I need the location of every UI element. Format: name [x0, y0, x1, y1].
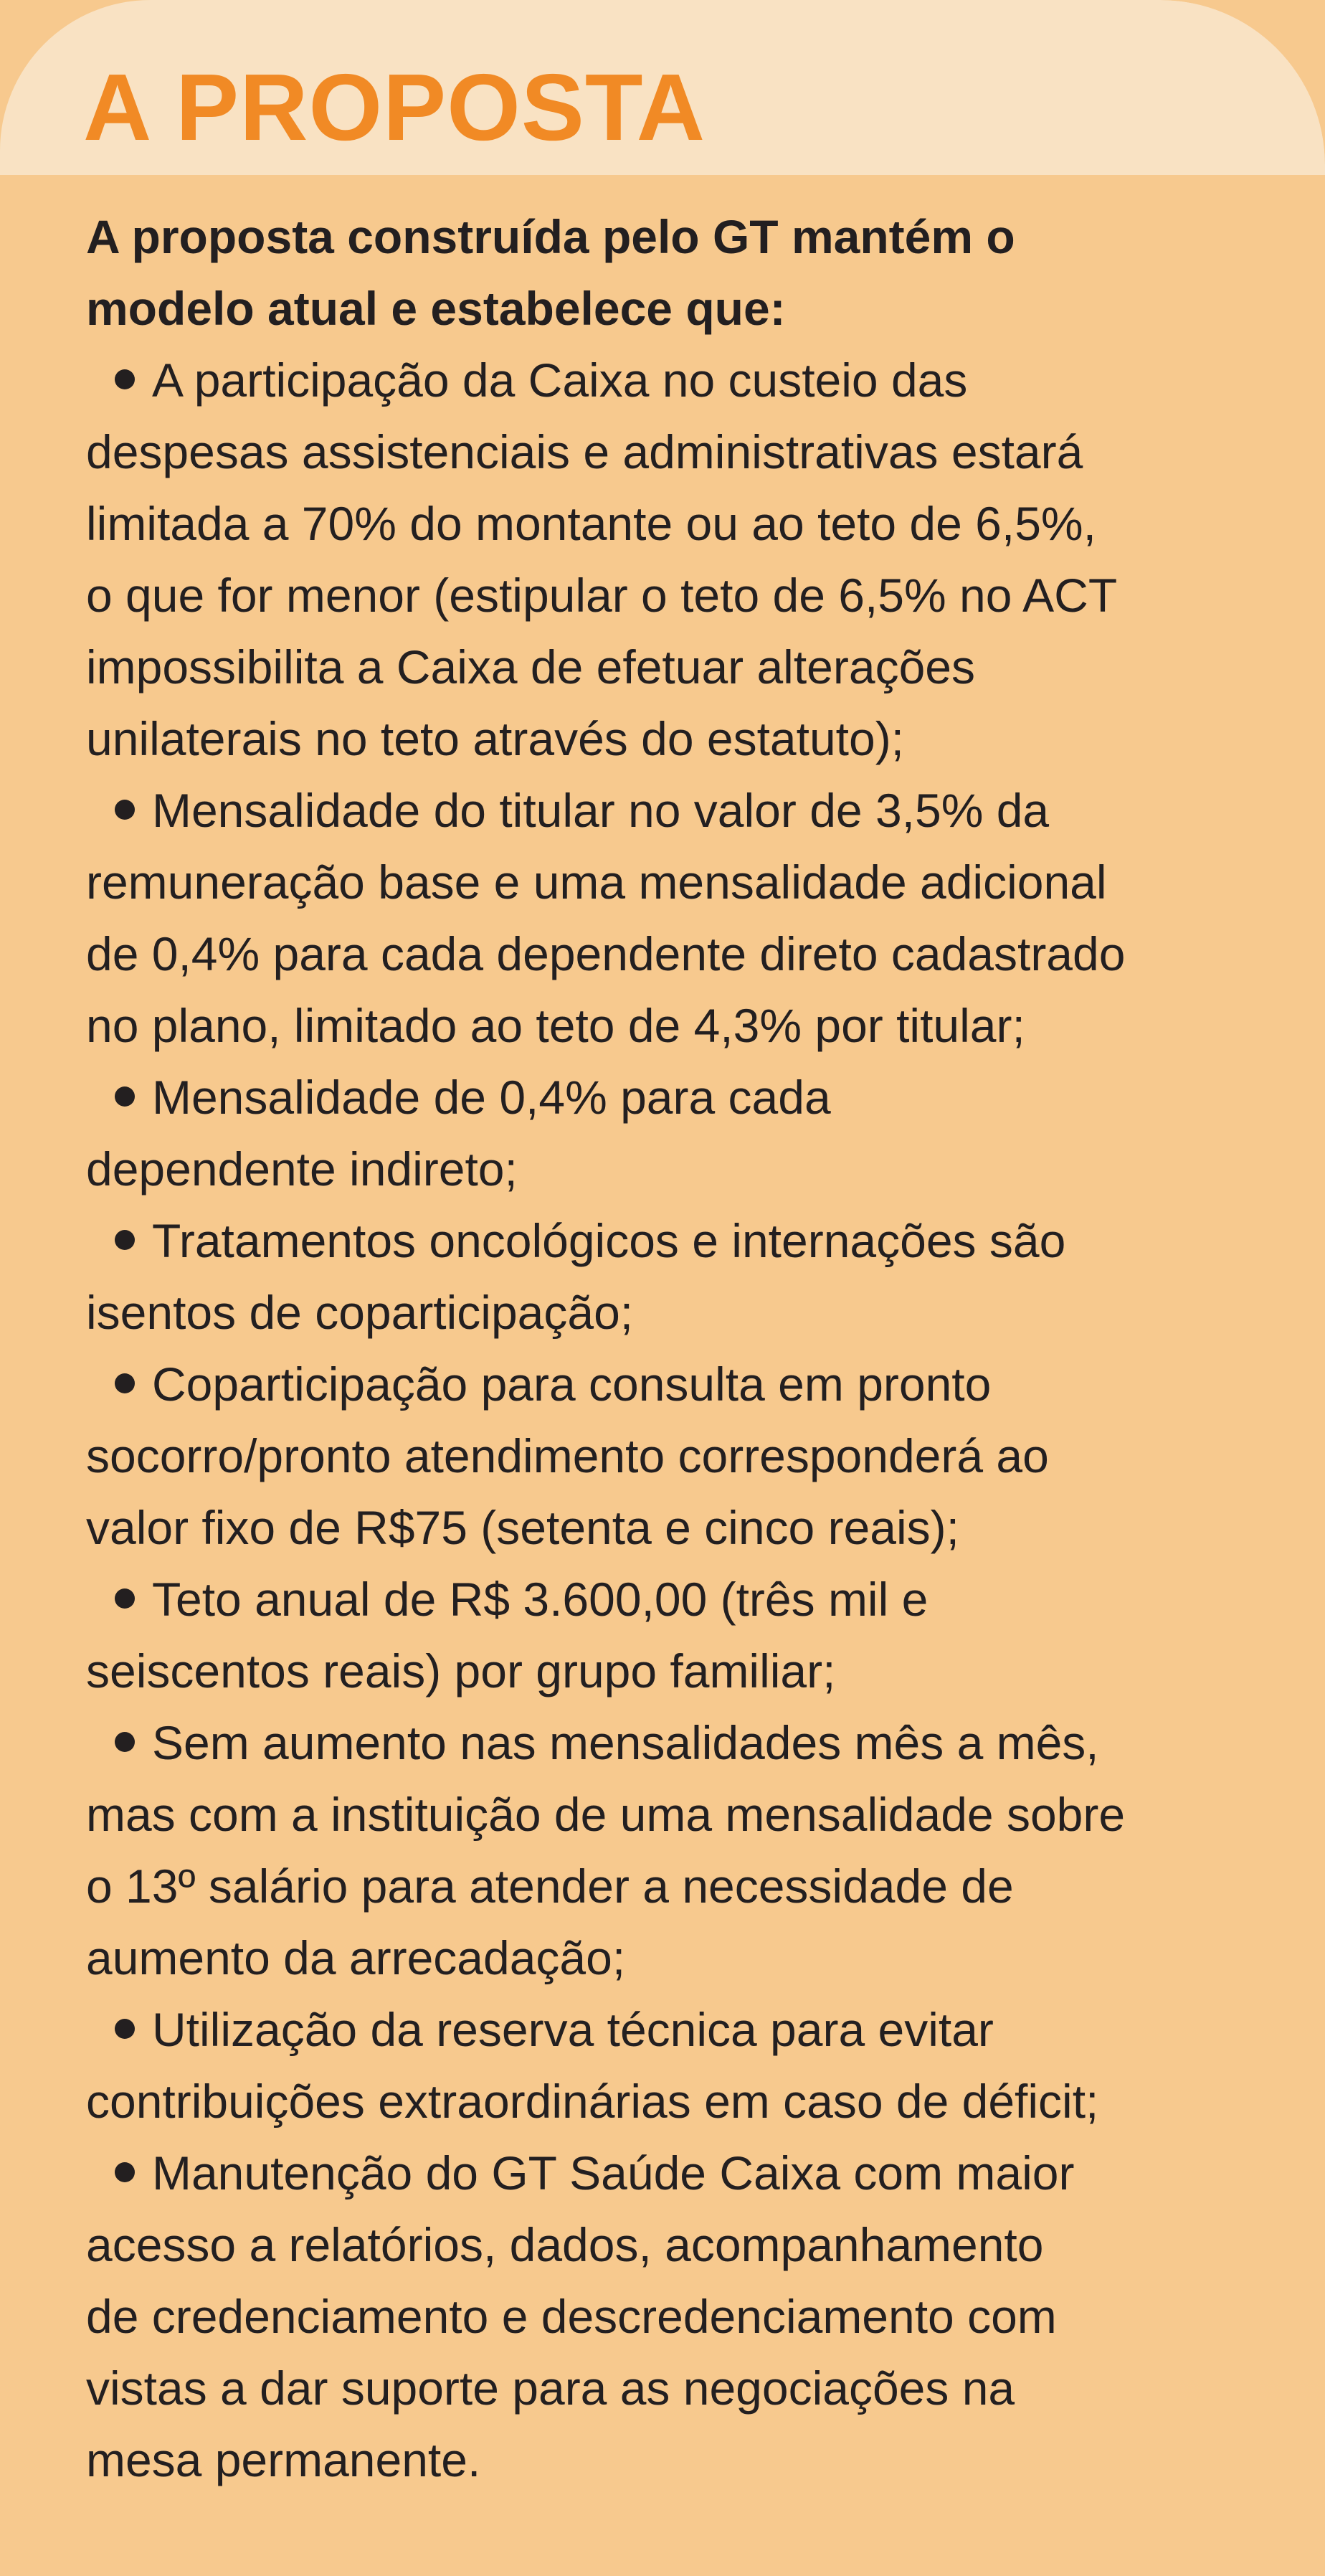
list-item-text: Coparticipação para consulta em pronto socorro/pronto atendimento corresponderá ao valor fixo de R$75 (setenta e cinco reais); — [86, 1358, 1049, 1554]
list-item — [86, 1563, 1305, 1707]
list-item-text: Tratamentos oncológicos e internações são isentos de coparticipação; — [86, 1214, 1066, 1339]
list-item — [86, 1061, 1305, 1205]
list-item-text: Sem aumento nas mensalidades mês a mês, mas com a instituição de uma mensalidade sobre o 13º salário para atender a necessidade de aumento da arrecadação; — [86, 1716, 1126, 1984]
page-title: A PROPOSTA — [83, 55, 706, 160]
intro-text: A proposta construída pelo GT mantém o modelo atual e estabelece que: — [86, 210, 1015, 335]
list-item-text: Utilização da reserva técnica para evitar contribuições extraordinárias em caso de déficit; — [86, 2003, 1099, 2128]
list-item-text: Mensalidade do titular no valor de 3,5% da remuneração base e uma mensalidade adicional de 0,4% para cada dependente direto cadastrado no plano, limitado ao teto de 4,3% por titular; — [86, 784, 1126, 1052]
list-item — [86, 1348, 1305, 1563]
proposal-list — [86, 344, 1305, 2496]
bullet-icon — [115, 369, 135, 389]
card-content — [86, 201, 1305, 2496]
bullet-icon — [115, 800, 135, 820]
list-item — [86, 1994, 1305, 2137]
list-item — [86, 344, 1305, 775]
list-item-text: A participação da Caixa no custeio das despesas assistenciais e administrativas estará limitada a 70% do montante ou ao teto de 6,5%, o que for menor (estipular o teto de 6,5% no ACT impossibilita a Caixa de efetuar alterações unilaterais no teto através do estatuto); — [86, 354, 1118, 765]
bullet-icon — [115, 1230, 135, 1250]
bullet-icon — [115, 1732, 135, 1752]
bullet-icon — [115, 2162, 135, 2182]
bullet-icon — [115, 1086, 135, 1107]
bullet-icon — [115, 1373, 135, 1393]
list-item — [86, 1707, 1305, 1994]
bullet-icon — [115, 1588, 135, 1609]
list-item — [86, 1205, 1305, 1348]
card-header — [0, 0, 1325, 175]
list-item — [86, 775, 1305, 1061]
list-item-text: Mensalidade de 0,4% para cada dependente indireto; — [86, 1071, 831, 1195]
list-item-text: Manutenção do GT Saúde Caixa com maior acesso a relatórios, dados, acompanhamento de credenciamento e descredenciamento com vistas a dar suporte para as negociações na mesa permanente. — [86, 2146, 1075, 2486]
bullet-icon — [115, 2019, 135, 2039]
list-item-text: Teto anual de R$ 3.600,00 (três mil e seiscentos reais) por grupo familiar; — [86, 1573, 929, 1697]
list-item — [86, 2137, 1305, 2496]
